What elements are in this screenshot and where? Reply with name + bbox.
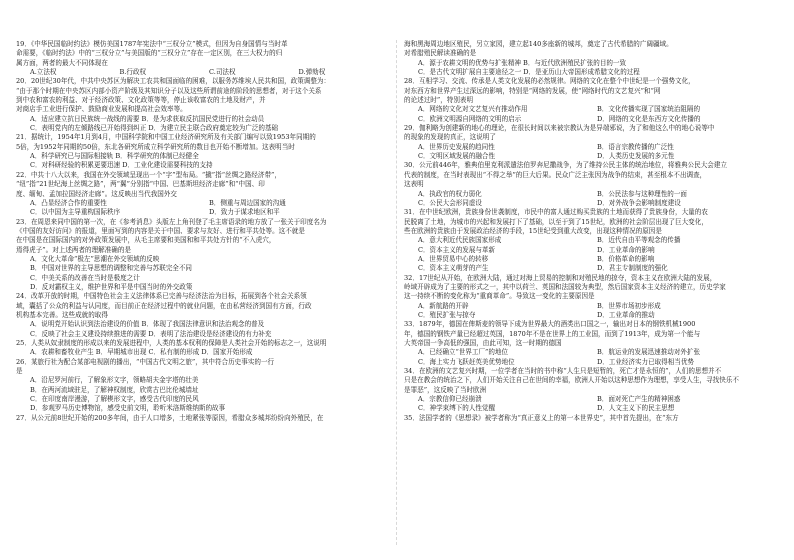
text-line: 《中国的友好访问》的报道，里面写到的内容是关于中国、要求与友好、进行和平共处等。这不就是 (16, 226, 305, 235)
option-line: D．反对霸权主义，维护世界和平是中国当时的外交政策 (30, 282, 193, 291)
option-item: C．公民大会形同虚设 (418, 198, 482, 207)
option-line: A．沿尼罗河前行，了解象形文字，领略胡夫金字塔的壮美 (30, 376, 199, 385)
option-row (404, 348, 776, 357)
option-item: C．资本主义萌芽的产生 (418, 264, 489, 273)
option-item: D．网络的文化是东西方文化传播的 (597, 114, 701, 123)
option-item: A．凸显经济合作的重要性 (30, 198, 107, 207)
text-line: 这表明 (404, 180, 424, 189)
text-line: 24．改革开放的时期，中国特色社会主义法律体系已完善与经济法治为目标，拓展到各个社会关系领 (16, 292, 307, 301)
left-column (16, 40, 388, 423)
option-row (404, 264, 776, 273)
option-item: A．已经确立“世界工厂”的地位 (418, 348, 508, 357)
option-item: A．宗教信仰已经崩溃 (418, 395, 482, 404)
column-divider (396, 40, 397, 545)
text-line: 域，囊括了公众的利益与认同度，而目前正在经济过程中的就业问题，在由私营经济到国有方面，行政 (16, 301, 312, 310)
option-item: D．工业革命的影响 (597, 245, 655, 254)
option-line: A．农耕和畜牧业产生 B．早期城市出现 C．私有制的形成 D．国家开始形成 (30, 348, 253, 357)
option-line: D．参观罗马历史博物馆，感受史前文明，聆听米洛斯维纳斯的故事 (30, 404, 226, 413)
text-line: 到中农和富农的利益、对于经济政策、文化政策等等，停止该收富农的土地及财产，并 (16, 96, 266, 105)
option-item: C．欧洲文明源自网络的文明的启示 (418, 114, 522, 123)
option-item: C．神学束缚下的人性觉醒 (418, 404, 496, 413)
option-row (404, 255, 776, 264)
text-line: 是 (16, 367, 23, 376)
text-line: 5倍，为1952年同期的50倍，东北各研究所成立科学研究所的数目也开始不断增加。这表明当时 (16, 142, 295, 151)
text-line: 19．《中华民国临时约法》模仿美国1787年宪法中“三权分立”模式，但因为自身国情与当时革 (16, 40, 288, 48)
option-item: C．以中国为主导重构国际秩序 (30, 208, 121, 217)
text-line: 对商店手工业进行保护、鼓励商业发展和提高社会效率等。 (16, 105, 187, 114)
option-line: A．文化大革命“极左”思潮在外交领域的反映 (30, 254, 160, 263)
text-line: 32．17世纪从开始，在欧洲大陆，通过对海上贸易的控制和对殖民地的掠夺，资本主义在欧洲大陆的发展， (404, 273, 717, 282)
option-item: C．殖民扩张与掠夺 (418, 310, 476, 319)
text-line: 34．在欧洲的文艺复兴时期，一位学者在当时的书中称“人生只是短暂的，死亡才是永恒的”，人们的思想并不 (404, 367, 722, 376)
option-item: D．人类历史发展的多元性 (597, 152, 675, 161)
text-line: 命需要，《临时约法》中的“三权分立”与美国版的“三权分立”存在一定区别，在三大权力的归 (16, 49, 283, 58)
option-item: B．语言宗教传播的广泛性 (597, 142, 674, 151)
text-line: 26．某旅行社为配合某部电视剧的播出，“中国古代文明之旅”，其中符合历史事实的一行 (16, 357, 275, 366)
text-line: 岭域开辟成为了主要的形式之一，其中以荷兰、英国和法国较为典型，然后国家资本主义经济的建立，历史学家 (404, 282, 726, 291)
option-item: B.行政权 (119, 68, 147, 77)
option-row (404, 105, 776, 114)
text-line: 31．在中世纪欧洲，贵族身份世袭制度，市民中的富人通过购买贵族的土地而获得了贵族身份，大量的农 (404, 208, 708, 217)
option-row (16, 199, 388, 208)
text-line: 海和黑海周边地区殖民，另立家园，建立起140多座新的城邦，奠定了古代希腊的广阔疆域。 (404, 40, 673, 48)
option-line: C．是古代文明扩展自主要途径之一 D．是亚历山大帝国形成希腊文化的过程 (418, 68, 640, 77)
option-line: C．在印度南岸漫游，了解楔形文字，感受古代印度的民风 (30, 395, 199, 404)
option-row (404, 395, 776, 404)
text-line: 23．在周恩来同中国的第一次，在《参考消息》头版左上角刊登了毛主席语录的地方放了一张关于印度名为 (16, 217, 327, 226)
option-row (404, 115, 776, 124)
option-line: A．科学研究已与国际相接轨 B．科学研究的体制已经健全 (30, 152, 199, 161)
text-line: 29．伽利略为创建新的地心的理论，在很长时间以来被宗教认为是异端邪说，为了和他这么中的地心说等中 (404, 124, 715, 133)
option-item: B．近代自由平等观念的传播 (597, 236, 681, 245)
text-line: 大英帝国一争高低的强国，由此可知，这一时期的德国 (404, 339, 562, 347)
option-line: B．在两河流域驻足，了解神权制度，欣赏古巴比伦城墙址 (30, 385, 199, 394)
option-row (404, 358, 776, 367)
option-item: A．世界历史发展的趋同性 (418, 142, 495, 151)
option-row (16, 208, 388, 217)
option-item: D．对外战争会影响制度建设 (597, 198, 681, 207)
option-item: A．世界贸易中心的转移 (418, 254, 489, 263)
text-line: 21．据统计，1954年1月到4月，中国科学院和中国工业经济研究所及有关部门编写以致1953年同期的 (16, 133, 316, 142)
option-item: C．文明区域发展的融合性 (418, 152, 496, 161)
text-line: 33．1879年，德国在俾斯麦的领导下成为世界最大的酒类出口国之一，输出对日本的钢铁机械1900 (404, 320, 696, 329)
option-item: D.弹劾权 (298, 68, 326, 77)
text-line: 代表的制度，在当时表现出“不得之举”的巨大后果。民众广泛主张因为战争的结束，甚至根本不出调查， (404, 170, 707, 179)
option-item: A．网络的文化对文艺复兴有推动作用 (418, 105, 528, 114)
option-item: B．航运业的发展迅速推动对外扩张 (597, 348, 701, 357)
option-row (404, 152, 776, 161)
option-item: C．资本主义的发展与革新 (418, 245, 496, 254)
text-line: 是罪恶”，这反映了当时欧洲 (404, 385, 487, 394)
option-item: D．工业革命的推动 (597, 310, 655, 319)
text-line: 30．公元前446年，雅典伯里克利派遣法伯罗奔尼撒战争，为了维持公民主体的统治地位，将雅典公民大会建立 (404, 161, 728, 170)
option-item: D．工业经济实力已取得相当优势 (597, 357, 694, 366)
option-item: B．公民法参与这种理性的一面 (597, 189, 687, 198)
option-item: B．价格革命的影响 (597, 254, 655, 263)
option-item: D．人文主义下的民主思想 (597, 404, 675, 413)
text-line: 机构基本完善。这些成就的取得 (16, 310, 108, 319)
text-line: 些在欧洲的贵族由于发展政治经济的手段，15世纪受到重大改变，出现这种情况的原因是 (404, 226, 662, 235)
option-item: B．面对死亡产生的精神困惑 (597, 395, 681, 404)
option-row (404, 236, 776, 245)
text-line: 25．人类从奴隶制度的形成以来的发展进程中，人类的基本权利的保障是人类社会开始的标志之一，这说明 (16, 339, 327, 347)
option-row (404, 190, 776, 199)
text-line: “由于那个时期在中央苏区内部小资产阶级及其知识分子以及这些所谓前途的阶段的思想者，对于这个关系 (16, 86, 322, 95)
option-line: A．说明党开始认识到法治建设的价值 B．体现了我国法律意识和法治观念的普及 (30, 320, 265, 329)
option-item: A．执政官的权力弱化 (418, 189, 482, 198)
option-line: A．适应建立抗日民族统一战线的需要 B．是为求获取反抗国民党进行的社会动员 (30, 114, 265, 123)
text-line: 属方面，两者的最大不同体现在 (16, 58, 108, 67)
text-line: 民脱离了土地，为城市的兴起和发展打下了基础，以至于到了15世纪，欧洲的社会阶层出现了巨大变化， (404, 217, 708, 226)
option-item: D．致力于谋求地区和平 (209, 208, 280, 217)
option-line: C．中美关系的改善在当时是极度之计 (30, 273, 140, 282)
text-line: 22．中共十八大以来，我国在外交领域呈现出一个“字”型布局。“撬”指“丝绸之路经济带”， (16, 170, 281, 179)
text-line: 20．20世纪30年代，中共中央苏区为解决工农共和国面临的困难，以服务苏维埃人民共和国，政策调整为： (16, 77, 331, 86)
right-column (404, 40, 776, 423)
text-line: 在中国是在国际国内的对外政策发展中，从毛主席要和美国和和平共处方针的“不入虎穴， (16, 236, 276, 245)
text-line: 焉得虎子”。对上述两者的理解准确的是 (16, 245, 132, 254)
option-row (404, 143, 776, 152)
option-item: B．世界市场初步形成 (597, 301, 661, 310)
option-line: C．对科研经验的积累更要迅速 D．工业化建设需要科技的支持 (30, 161, 213, 170)
option-row (404, 311, 776, 320)
option-row (404, 199, 776, 208)
option-line: B．中国对世界的主导思想的调整和完善与苏联完全不同 (30, 264, 192, 273)
text-line: 对东西方和世界产生过深远的影响，特别是“网络的发展，使“网络时代的文艺复兴”和“网 (404, 86, 661, 95)
text-line: “纽”指“21世纪海上丝绸之路”，两“翼”分别指“中国、巴基斯坦经济走廊”和“中国、印 (16, 180, 265, 189)
text-line: 只是在教会的统治之下，人们开始关注自己在世间的幸福，欧洲人开始以这种思想作为理想，享受人生，寻找快乐不 (404, 376, 739, 385)
text-line: 的现象的发现的真正，这说明了 (404, 133, 496, 142)
option-line: A．源于农耕文明的优势与扩张精神 B．与近代欧洲殖民扩张的目的一致 (418, 58, 627, 67)
option-row (404, 404, 776, 413)
option-item: A．新航路的开辟 (418, 301, 469, 310)
option-item: C.司法权 (209, 68, 236, 77)
option-line: C．表明党内的左倾路线已开始得到纠正 D．为建立民主联合政府奠定较为广泛的基础 (30, 124, 279, 133)
text-line: 28．互相学习、交流、传承是人类文化发展的必然规律。网络的文化在整个中世纪是一个强势文化， (404, 77, 695, 86)
text-line: 这一持续不断的变化称为“重商革命”。导致这一变化的主要原因是 (404, 292, 595, 301)
option-item: C．海上实力飞跃赶英美优势地位 (418, 357, 515, 366)
text-line: 度、缅甸、孟加拉国经济走廊”。这反映出当代我国外交 (16, 189, 177, 198)
option-item: A．意大利近代民族国家形成 (418, 236, 502, 245)
text-line: 年，德国的钢铁产量已经超过英国，1870年不是在世界上的工业国，而到了1913年，成为第一个能与 (404, 329, 701, 338)
option-row (16, 68, 388, 77)
option-item: A.立法权 (30, 68, 57, 77)
text-line: 27．从公元前8世纪开始的200多年间，由于人口增多，土地紧张等原因，希腊众多城邦纷纷向外殖民，在 (16, 413, 324, 422)
option-item: D．君主专制制度的强化 (597, 264, 668, 273)
option-row (404, 302, 776, 311)
text-line: 对希腊殖民解读准确的是 (404, 49, 477, 58)
option-item: B．侧重与周边国家的沟通 (209, 198, 286, 207)
option-item: B．文化传播实现了国家统治阻隔的 (597, 105, 701, 114)
option-row (404, 246, 776, 255)
text-line: 35．法国学者的《思想录》被学者称为“真正意义上的第一本世界史”，其中首先提出，在“东方 (404, 413, 679, 422)
option-line: C．反映了社会主义建设持续推进的需要 D．表明了法治建设是经济建设的有力补充 (30, 329, 272, 338)
text-line: 的论述过时”，特别表明 (404, 96, 474, 105)
